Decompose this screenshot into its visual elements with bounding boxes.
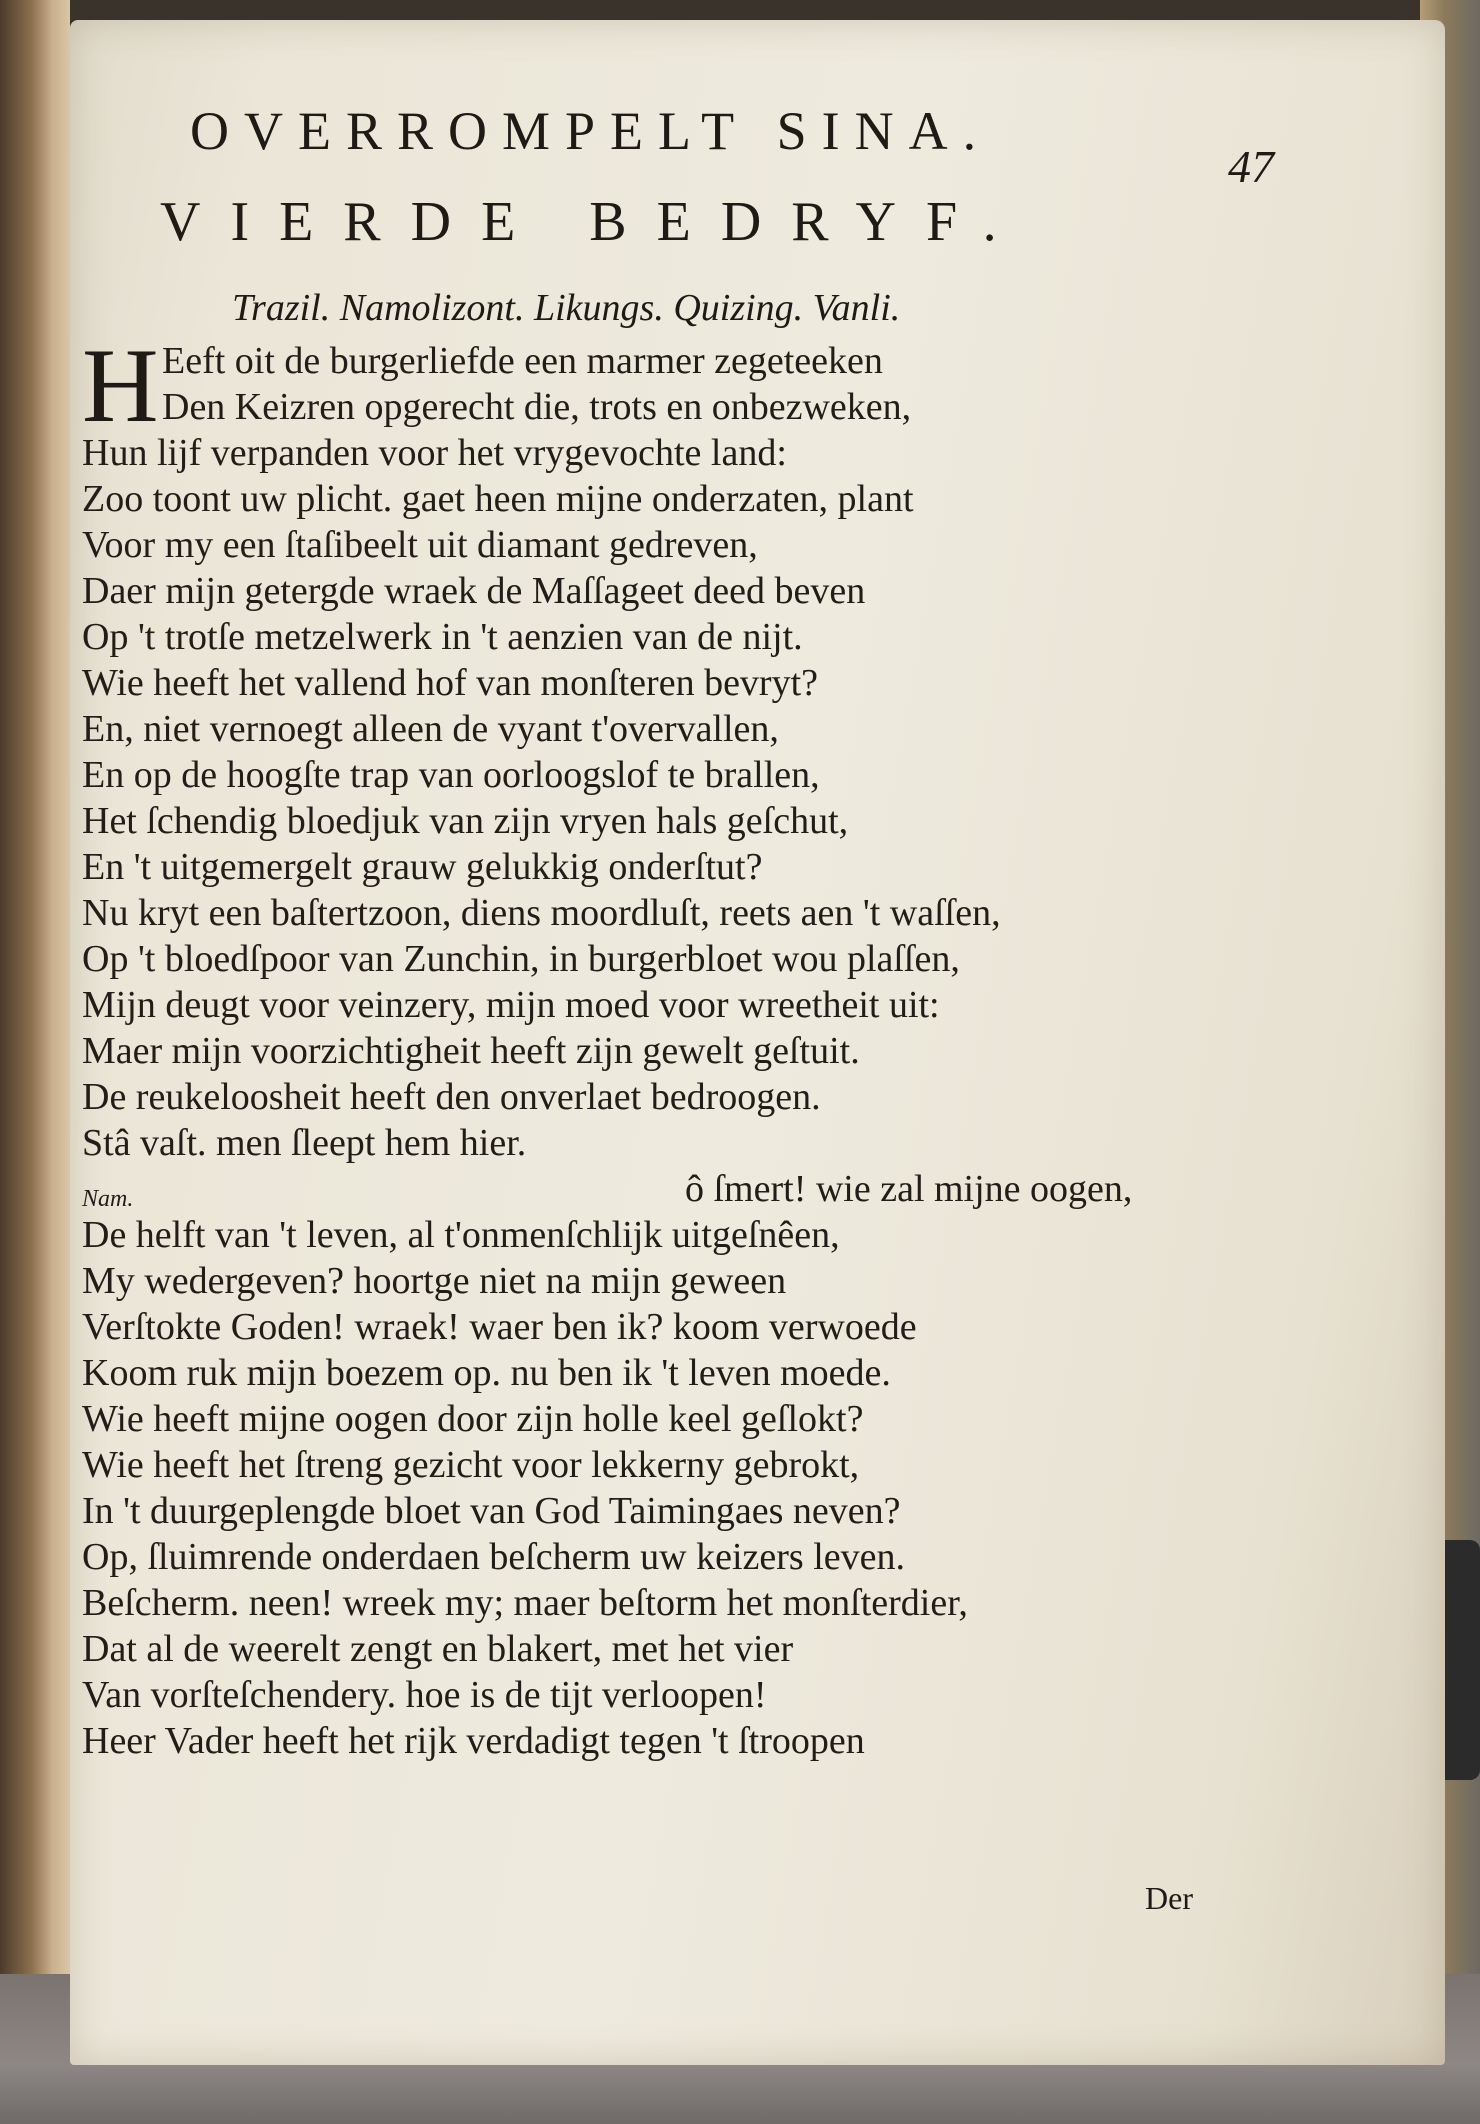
verse-line: Den Keizren opgerecht die, trots en onbezweken, [162, 386, 912, 428]
verse-line: Van vorſteſchendery. hoe is de tijt verloopen! [82, 1674, 767, 1716]
verse-line: Beſcherm. neen! wreek my; maer beſtorm het monſterdier, [82, 1582, 968, 1624]
book-edge-left [0, 0, 70, 2124]
drop-cap: H [82, 327, 159, 444]
verse-line: Maer mijn voorzichtigheit heeft zijn gewelt geſtuit. [82, 1030, 860, 1072]
verse-line: Op 't bloedſpoor van Zunchin, in burgerbloet wou plaſſen, [82, 938, 960, 980]
verse-line: Op 't trotſe metzelwerk in 't aenzien van de nijt. [82, 616, 803, 658]
verse-line: Heer Vader heeft het rijk verdadigt tegen 't ſtroopen [82, 1720, 865, 1762]
verse-line: Voor my een ſtaſibeelt uit diamant gedreven, [82, 524, 758, 566]
page-number: 47 [1228, 141, 1274, 192]
verse-line: Verſtokte Goden! wraek! waer ben ik? koom verwoede [82, 1306, 917, 1348]
verse-line: Mijn deugt voor veinzery, mijn moed voor wreetheit uit: [82, 984, 940, 1026]
verse-line: Dat al de weerelt zengt en blakert, met het vier [82, 1628, 794, 1670]
verse-line: My wedergeven? hoortge niet na mijn geween [82, 1260, 787, 1302]
verse-line: Nu kryt een baſtertzoon, diens moordluſt, reets aen 't waſſen, [82, 892, 1001, 934]
verse-line: Wie heeft het ſtreng gezicht voor lekkerny gebrokt, [82, 1444, 860, 1486]
verse-line: Daer mijn getergde wraek de Maſſageet deed beven [82, 570, 866, 612]
speaker-line [82, 1166, 1312, 1212]
verse-line: Stâ vaſt. men ſleept hem hier. [82, 1122, 527, 1164]
verse-line: ô ſmert! wie zal mijne oogen, [685, 1168, 1133, 1210]
verse-line: Hun lijf verpanden voor het vrygevochte land: [82, 432, 787, 474]
verse-line: Wie heeft mijne oogen door zijn holle keel geſlokt? [82, 1398, 864, 1440]
verse-line: En 't uitgemergelt grauw gelukkig onderſtut? [82, 846, 763, 888]
verse-line: In 't duurgeplengde bloet van God Taimingaes neven? [82, 1490, 901, 1532]
verse-line: Eeft oit de burgerliefde een marmer zegeteeken [162, 340, 883, 382]
act-title: VIERDE BEDRYF. [160, 191, 1027, 253]
verse-line: En op de hoogſte trap van oorloogslof te brallen, [82, 754, 820, 796]
verse-line: Wie heeft het vallend hof van monſteren bevryt? [82, 662, 819, 704]
verse-block [82, 327, 1312, 1764]
verse-line: Het ſchendig bloedjuk van zijn vryen hals geſchut, [82, 800, 849, 842]
verse-line: En, niet vernoegt alleen de vyant t'overvallen, [82, 708, 779, 750]
verse-line: Zoo toont uw plicht. gaet heen mijne onderzaten, plant [82, 478, 914, 520]
running-title: OVERROMPELT SINA. [190, 101, 992, 161]
verse-line: De helft van 't leven, al t'onmenſchlijk uitgeſnêen, [82, 1214, 840, 1256]
cast-list: Trazil. Namolizont. Likungs. Quizing. Vanli. [232, 287, 901, 329]
speaker-name: Nam. [82, 1186, 134, 1212]
catchword: Der [1145, 1880, 1193, 1916]
verse-line: Koom ruk mijn boezem op. nu ben ik 't leven moede. [82, 1352, 891, 1394]
verse-line: Op, ſluimrende onderdaen beſcherm uw keizers leven. [82, 1536, 906, 1578]
verse-line: De reukeloosheit heeft den onverlaet bedroogen. [82, 1076, 821, 1118]
